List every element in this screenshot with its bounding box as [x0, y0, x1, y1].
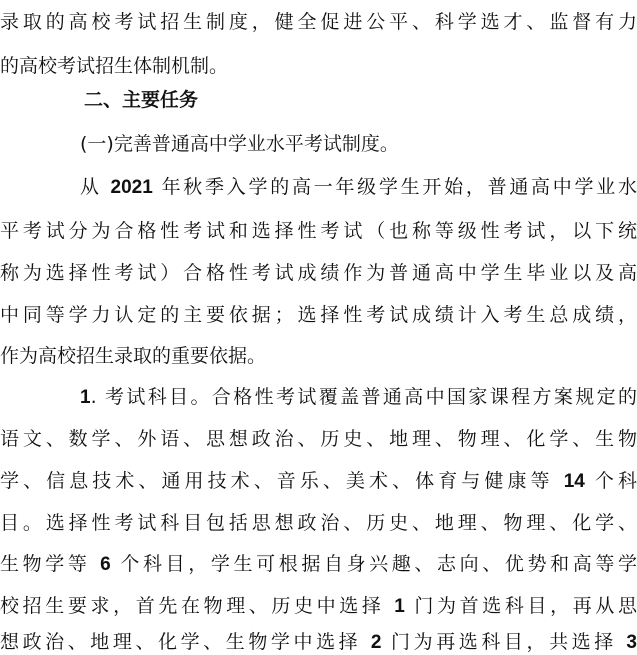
text-line: [0, 54, 637, 78]
line-text: 平考试分为合格性考试和选择性考试（也称等级性考试，以下统: [0, 220, 637, 242]
line-number-2: 3: [626, 632, 637, 653]
subheading-text: (一)完善普通高中学业水平考试制度。: [80, 133, 399, 155]
line-text: 的高校考试招生体制机制。: [0, 55, 229, 77]
line-text: 目。选择性考试科目包括思想政治、历史、地理、物理、化学、: [0, 512, 637, 534]
line-text: 录取的高校考试招生制度，健全促进公平、科学选才、监督有力: [0, 11, 637, 33]
text-line: [0, 594, 637, 619]
text-line: [0, 469, 637, 494]
line-number: 6: [100, 554, 111, 575]
line-text-post: 门为再选科目，共选择: [381, 631, 627, 653]
line-number: 14: [563, 471, 585, 492]
text-line: [80, 385, 637, 410]
line-text-post: 门为首选科目，再从思: [404, 595, 637, 617]
text-line: [0, 630, 637, 655]
line-text-pre: 学、信息技术、通用技术、音乐、美术、体育与健康等: [0, 470, 564, 492]
text-line: [0, 219, 637, 243]
line-text-post: 个科: [584, 470, 637, 492]
line-text: 作为高校招生录取的重要依据。: [0, 345, 267, 367]
text-line: [0, 552, 637, 577]
text-line: [0, 261, 637, 285]
line-text: 称为选择性考试）合格性考试成绩作为普通高中学生毕业以及高: [0, 262, 637, 284]
line-text-post: 个科目，学生可根据自身兴趣、志向、优势和高等学: [110, 553, 637, 575]
line-text-pre: 从: [80, 176, 111, 198]
line-text-post: . 考试科目。合格性考试覆盖普通高中国家课程方案规定的: [90, 386, 637, 408]
line-number: 2021: [110, 177, 153, 198]
line-text-post: 年秋季入学的高一年级学生开始，普通高中学业水: [152, 176, 637, 198]
subsection-heading: [80, 132, 620, 156]
text-line: [0, 10, 637, 34]
line-text: 中同等学力认定的主要依据；选择性考试成绩计入考生总成绩，: [0, 304, 637, 326]
section-heading: [84, 88, 604, 112]
line-text: 语文、数学、外语、思想政治、历史、地理、物理、化学、生物: [0, 428, 637, 450]
text-line: [0, 427, 637, 451]
line-text-pre: 想政治、地理、化学、生物学中选择: [0, 631, 371, 653]
heading-text: 二、主要任务: [84, 89, 199, 111]
line-text-pre: 校招生要求，首先在物理、历史中选择: [0, 595, 395, 617]
text-line: [0, 303, 637, 327]
line-number: 1: [80, 387, 91, 408]
text-line: [80, 175, 637, 200]
text-line: [0, 511, 637, 535]
line-text-pre: 生物学等: [0, 553, 101, 575]
line-number: 1: [394, 596, 405, 617]
text-line: [0, 344, 637, 368]
line-number: 2: [370, 632, 382, 653]
